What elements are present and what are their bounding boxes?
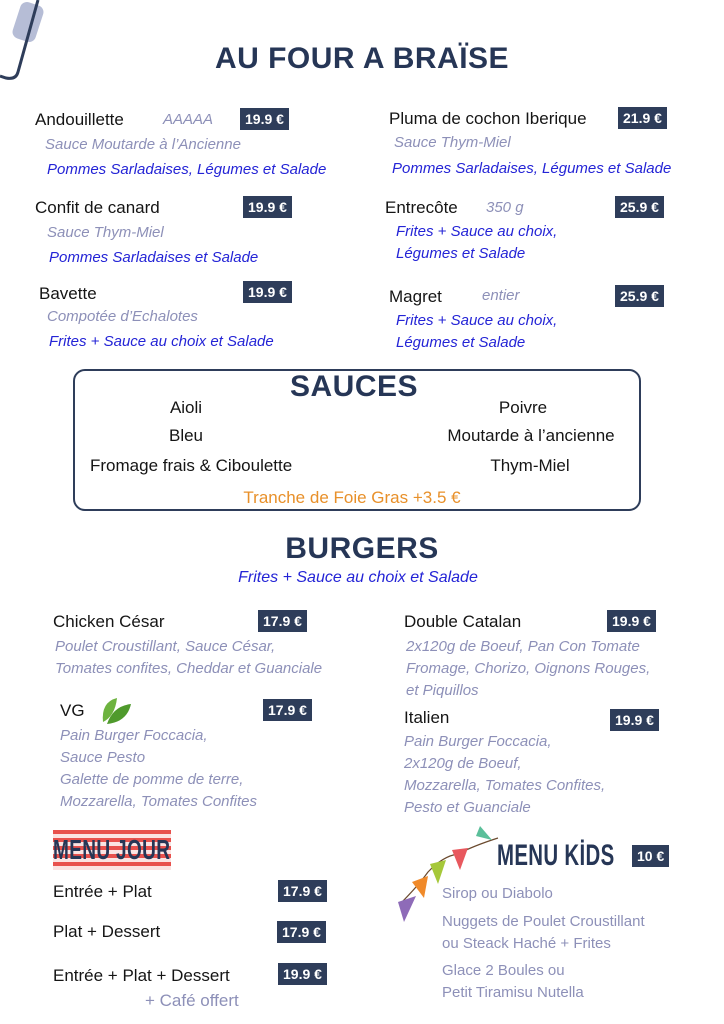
item-name: Confit de canard xyxy=(35,198,160,217)
item-side: Pommes Sarladaises et Salade xyxy=(49,249,259,266)
item-sauce: Compotée d’Echalotes xyxy=(47,308,198,325)
item-sauce: Sauce Thym-Miel xyxy=(47,224,164,241)
item-desc: Pain Burger Foccacia, xyxy=(60,727,208,744)
item-desc: Mozzarella, Tomates Confites, xyxy=(404,777,606,794)
kids-item: Sirop ou Diabolo xyxy=(442,885,553,902)
sauce-item: Bleu xyxy=(168,426,204,445)
item-note: 350 g xyxy=(486,199,524,216)
item-name: Andouillette xyxy=(35,110,124,129)
item-desc: 2x120g de Boeuf, Pan Con Tomate xyxy=(406,638,640,655)
price-badge: 25.9 € xyxy=(615,196,664,218)
price-badge: 17.9 € xyxy=(258,610,307,632)
item-desc: 2x120g de Boeuf, xyxy=(404,755,522,772)
kids-item: ou Steack Haché + Frites xyxy=(442,935,611,952)
item-side: Légumes et Salade xyxy=(396,334,526,351)
price-badge: 19.9 € xyxy=(278,963,327,985)
sauce-item: Moutarde à l’ancienne xyxy=(447,426,615,445)
item-desc: Mozzarella, Tomates Confites xyxy=(60,793,258,810)
bunting-flags-icon xyxy=(398,826,508,926)
price-badge: 19.9 € xyxy=(607,610,656,632)
item-name: Entrecôte xyxy=(385,198,458,217)
price-badge: 17.9 € xyxy=(278,880,327,902)
cafe-offert-note: + Café offert xyxy=(145,991,239,1010)
item-sauce: Sauce Moutarde à l’Ancienne xyxy=(45,136,241,153)
sauce-item: Poivre xyxy=(498,398,548,417)
sauce-item: Fromage frais & Ciboulette xyxy=(90,456,293,475)
price-badge: 19.9 € xyxy=(243,196,292,218)
item-name: Magret xyxy=(389,287,442,306)
section-title-menu-kids: MENU KİDS xyxy=(497,839,615,872)
item-side: Pommes Sarladaises, Légumes et Salade xyxy=(47,161,327,178)
price-badge: 19.9 € xyxy=(243,281,292,303)
item-desc: Pain Burger Foccacia, xyxy=(404,733,552,750)
item-side: Frites + Sauce au choix et Salade xyxy=(49,333,274,350)
price-badge: 17.9 € xyxy=(277,921,326,943)
section-title-menu-jour: MENU JOUR xyxy=(53,834,171,865)
item-side: Frites + Sauce au choix, xyxy=(396,312,558,329)
item-desc: Pesto et Guanciale xyxy=(404,799,531,816)
menu-jour-item: Entrée + Plat xyxy=(53,882,152,901)
item-desc: Galette de pomme de terre, xyxy=(60,771,244,788)
item-name: Double Catalan xyxy=(404,612,522,631)
item-desc: Fromage, Chorizo, Oignons Rouges, xyxy=(406,660,651,677)
price-badge: 21.9 € xyxy=(618,107,667,129)
vegetarian-leaf-icon xyxy=(99,692,133,726)
foie-gras-extra: Tranche de Foie Gras +3.5 € xyxy=(243,488,461,507)
item-sauce: Sauce Thym-Miel xyxy=(394,134,511,151)
item-note: AAAAA xyxy=(163,111,214,128)
item-side: Légumes et Salade xyxy=(396,245,526,262)
section-title-four: AU FOUR A BRAÏSE xyxy=(214,42,510,75)
item-side: Frites + Sauce au choix, xyxy=(396,223,558,240)
item-desc: Sauce Pesto xyxy=(60,749,146,766)
section-title-sauces: SAUCES xyxy=(289,370,419,403)
item-note: entier xyxy=(482,287,520,304)
price-badge: 17.9 € xyxy=(263,699,312,721)
item-name: Bavette xyxy=(39,284,97,303)
price-badge: 25.9 € xyxy=(615,285,664,307)
item-side: Pommes Sarladaises, Légumes et Salade xyxy=(392,160,672,177)
item-name: Italien xyxy=(404,708,450,727)
menu-jour-item: Plat + Dessert xyxy=(53,922,161,941)
price-badge: 19.9 € xyxy=(610,709,659,731)
kids-item: Nuggets de Poulet Croustillant xyxy=(442,913,645,930)
price-badge: 19.9 € xyxy=(240,108,289,130)
sauce-item: Thym-Miel xyxy=(490,456,570,475)
price-badge: 10 € xyxy=(632,845,669,867)
menu-jour-item: Entrée + Plat + Dessert xyxy=(53,966,230,985)
kids-item: Glace 2 Boules ou xyxy=(442,962,565,979)
item-name: Chicken César xyxy=(53,612,165,631)
item-desc: Tomates confites, Cheddar et Guanciale xyxy=(55,660,323,677)
item-desc: et Piquillos xyxy=(406,682,479,699)
kids-item: Petit Tiramisu Nutella xyxy=(442,984,584,1001)
pan-decoration-icon xyxy=(0,0,60,85)
burgers-subtitle: Frites + Sauce au choix et Salade xyxy=(238,569,478,586)
item-name: VG xyxy=(60,701,85,720)
section-title-burgers: BURGERS xyxy=(285,532,439,565)
item-desc: Poulet Croustillant, Sauce César, xyxy=(55,638,276,655)
sauce-item: Aioli xyxy=(169,398,203,417)
item-name: Pluma de cochon Iberique xyxy=(389,109,587,128)
